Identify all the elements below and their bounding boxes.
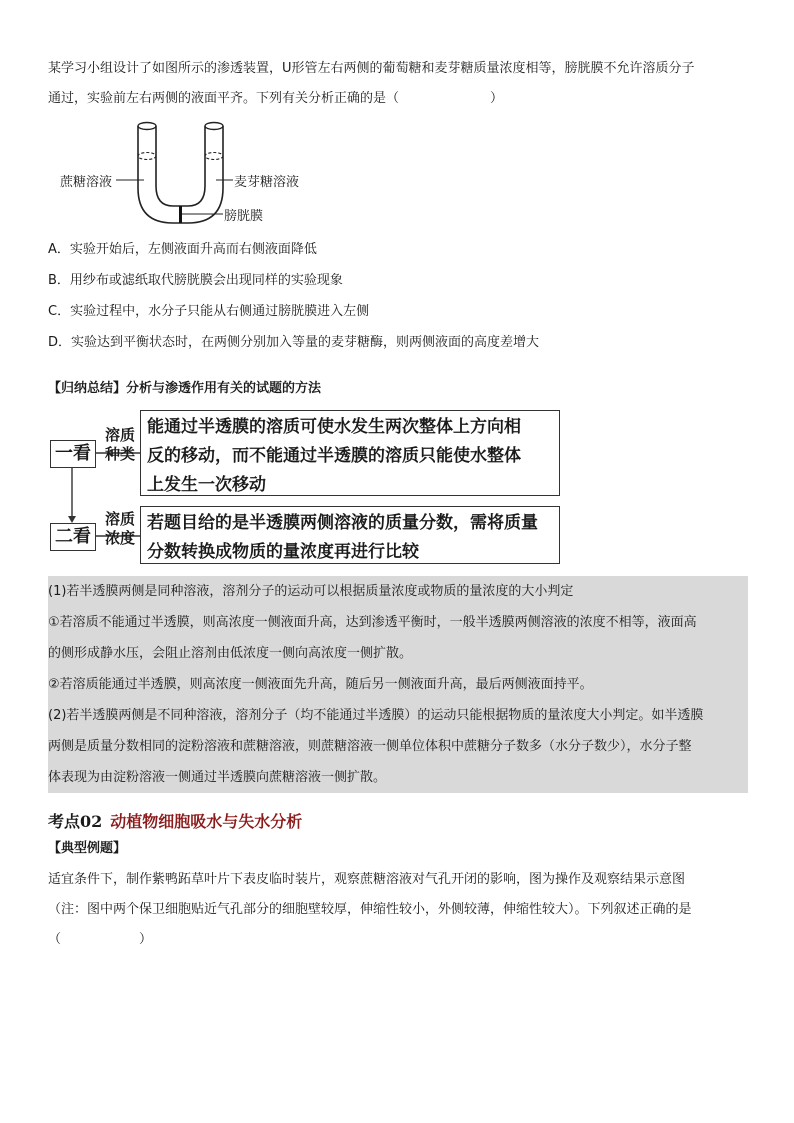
summary-heading: 【归纳总结】分析与渗透作用有关的试题的方法 — [48, 381, 322, 396]
solute-type-line2: 种类 — [104, 445, 135, 463]
solute-type-text-line3: 上发生一次移动 — [147, 475, 266, 495]
note-2-line2: 的侧形成静水压，会阻止溶剂由低浓度一侧向高浓度一侧扩散。 — [48, 638, 748, 669]
solute-type-explanation — [140, 410, 560, 496]
note-1: (1)若半透膜两侧是同种溶液，溶剂分子的运动可以根据质量浓度或物质的量浓度的大小判定 — [48, 576, 748, 607]
note-2-line1: ①若溶质不能通过半透膜，则高浓度一侧液面升高，达到渗透平衡时，一般半透膜两侧溶液的浓度不相等，液面高 — [48, 607, 748, 638]
note-4-line2: 两侧是质量分数相同的淀粉溶液和蔗糖溶液，则蔗糖溶液一侧单位体积中蔗糖分子数多（水分子数少），水分子整 — [48, 731, 748, 762]
option-a: A．实验开始后，左侧液面升高而右侧液面降低 — [48, 242, 317, 257]
maltose-solution-label: 麦芽糖溶液 — [234, 175, 300, 190]
note-3: ②若溶质能通过半透膜，则高浓度一侧液面先升高，随后另一侧液面升高，最后两侧液面持平。 — [48, 669, 748, 700]
note-4-line3: 体表现为由淀粉溶液一侧通过半透膜向蔗糖溶液一侧扩散。 — [48, 762, 748, 793]
solute-concentration-explanation — [140, 506, 560, 564]
solute-type-label — [100, 426, 140, 464]
typical-example-heading: 【典型例题】 — [48, 841, 127, 856]
section-title: 动植物细胞吸水与失水分析 — [110, 812, 303, 831]
document-page — [48, 54, 748, 955]
option-c: C．实验过程中，水分子只能从右侧通过膀胱膜进入左侧 — [48, 304, 370, 319]
question1-stem-line1: 某学习小组设计了如图所示的渗透装置，U形管左右两侧的葡萄糖和麦芽糖质量浓度相等，膀胱膜不允许溶质分子 — [48, 61, 695, 76]
solute-concentration-text-line1: 若题目给的是半透膜两侧溶液的质量分数，需将质量 — [147, 513, 538, 533]
note-4-line1: (2)若半透膜两侧是不同种溶液，溶剂分子（均不能通过半透膜）的运动只能根据物质的量浓度大小判定。如半透膜 — [48, 700, 748, 731]
u-tube-figure — [48, 118, 378, 228]
sucrose-solution-label: 蔗糖溶液 — [60, 175, 113, 190]
solute-type-line1: 溶质 — [104, 426, 135, 444]
solute-concentration-line2: 浓度 — [104, 529, 135, 547]
second-look-tag: 二看 — [50, 523, 96, 551]
first-look-tag: 一看 — [50, 440, 96, 468]
solute-concentration-line1: 溶质 — [104, 510, 135, 528]
osmosis-method-diagram — [48, 406, 578, 566]
section-heading — [48, 807, 748, 837]
option-b: B．用纱布或滤纸取代膀胱膜会出现同样的实验现象 — [48, 273, 343, 288]
bladder-membrane-label: 膀胱膜 — [224, 209, 264, 224]
question2-line3: （ ） — [48, 932, 153, 947]
highlighted-notes — [48, 576, 748, 793]
question2-line1: 适宜条件下，制作紫鸭跖草叶片下表皮临时装片，观察蔗糖溶液对气孔开闭的影响，图为操作及观察结果示意图 — [48, 872, 686, 887]
question1-stem-line2: 通过，实验前左右两侧的液面平齐。下列有关分析正确的是（ ） — [48, 91, 504, 106]
solute-concentration-label — [100, 510, 140, 548]
solute-type-text-line2: 反的移动，而不能通过半透膜的溶质只能使水整体 — [147, 446, 521, 466]
question2-line2: （注：图中两个保卫细胞贴近气孔部分的细胞壁较厚，伸缩性较小，外侧较薄，伸缩性较大）。下列叙述正确的是 — [48, 902, 692, 917]
solute-type-text-line1: 能通过半透膜的溶质可使水发生两次整体上方向相 — [147, 417, 521, 437]
option-d: D．实验达到平衡状态时，在两侧分别加入等量的麦芽糖酶，则两侧液面的高度差增大 — [48, 335, 540, 350]
solute-concentration-text-line2: 分数转换成物质的量浓度再进行比较 — [147, 542, 419, 562]
section-number: 考点02 — [48, 812, 103, 831]
